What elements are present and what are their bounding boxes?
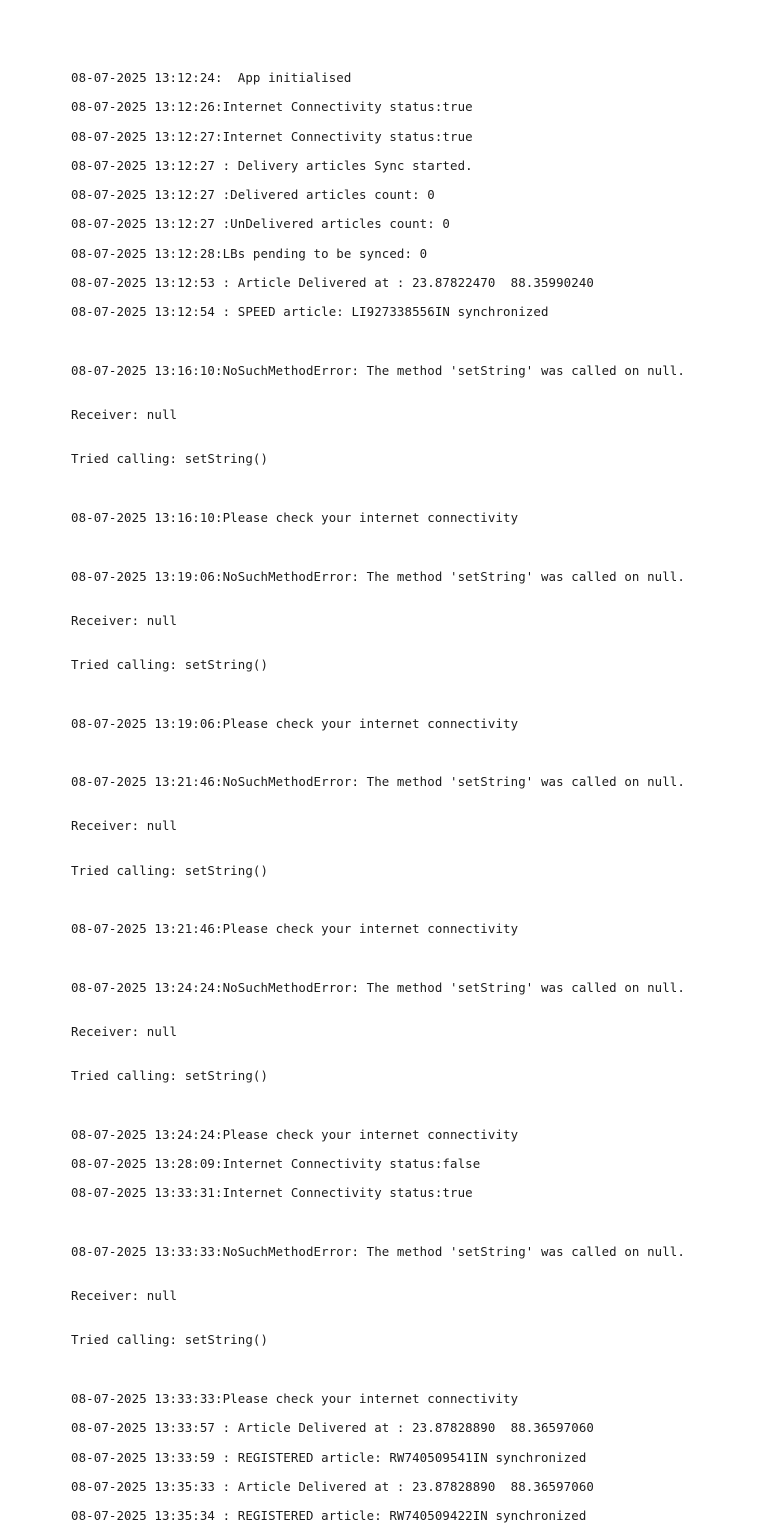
log-line: 08-07-2025 13:28:09:Internet Connectivity status:false: [71, 1156, 481, 1172]
log-entry: [71, 1421, 751, 1436]
log-line: 08-07-2025 13:21:46:NoSuchMethodError: The method 'setString' was called on null.: [71, 774, 685, 790]
log-entry: [71, 276, 751, 291]
log-entry: [71, 1451, 751, 1466]
log-line: 08-07-2025 13:24:24:Please check your internet connectivity: [71, 1126, 519, 1142]
log-entry: [71, 1157, 751, 1172]
log-entry: [71, 217, 751, 232]
log-line: 08-07-2025 13:21:46:Please check your internet connectivity: [71, 921, 519, 937]
log-line: Receiver: null: [71, 818, 178, 834]
log-line: Receiver: null: [71, 1288, 178, 1304]
log-line: 08-07-2025 13:33:31:Internet Connectivity status:true: [71, 1185, 473, 1201]
log-line: 08-07-2025 13:33:59 : REGISTERED article: RW740509541IN synchronized: [71, 1449, 587, 1465]
log-line: 08-07-2025 13:12:26:Internet Connectivity status:true: [71, 99, 473, 115]
log-entry: [71, 922, 751, 937]
log-entry: [71, 247, 751, 262]
log-line: 08-07-2025 13:19:06:NoSuchMethodError: The method 'setString' was called on null.: [71, 568, 685, 584]
log-entry: [71, 159, 751, 174]
log-entry: [71, 1186, 751, 1201]
log-line: 08-07-2025 13:33:57 : Article Delivered at : 23.87828890 88.36597060: [71, 1420, 595, 1436]
log-line: Receiver: null: [71, 407, 178, 423]
log-line: Tried calling: setString(): [71, 451, 269, 467]
log-line: 08-07-2025 13:33:33:Please check your internet connectivity: [71, 1391, 519, 1407]
log-document: [71, 71, 751, 1539]
log-entry: [71, 100, 751, 115]
log-line: 08-07-2025 13:12:27:Internet Connectivity status:true: [71, 128, 473, 144]
log-entry: [71, 71, 751, 86]
log-line: 08-07-2025 13:35:33 : Article Delivered at : 23.87828890 88.36597060: [71, 1478, 595, 1494]
log-line: 08-07-2025 13:24:24:NoSuchMethodError: The method 'setString' was called on null.: [71, 979, 685, 995]
log-line: 08-07-2025 13:12:24: App initialised: [71, 70, 352, 85]
log-line: 08-07-2025 13:16:10:Please check your internet connectivity: [71, 510, 519, 525]
log-line: 08-07-2025 13:12:27 :Delivered articles count: 0: [71, 187, 435, 203]
log-line: Tried calling: setString(): [71, 1332, 269, 1348]
log-entry: [71, 188, 751, 203]
log-entry: [71, 130, 751, 145]
log-line: 08-07-2025 13:19:06:Please check your internet connectivity: [71, 715, 519, 731]
log-entry-error: [71, 540, 751, 702]
log-entry-error: [71, 746, 751, 908]
log-line: Receiver: null: [71, 612, 178, 628]
log-entry: [71, 1392, 751, 1407]
log-entry-error: [71, 952, 751, 1114]
log-entry: [71, 1480, 751, 1495]
log-entry: [71, 511, 751, 526]
log-entry: [71, 305, 751, 320]
log-entry: [71, 1509, 751, 1524]
log-line: 08-07-2025 13:12:28:LBs pending to be synced: 0: [71, 245, 428, 261]
log-line: 08-07-2025 13:12:27 :UnDelivered articles count: 0: [71, 216, 450, 232]
log-line: Tried calling: setString(): [71, 862, 269, 878]
log-line: Receiver: null: [71, 1024, 178, 1040]
log-line: 08-07-2025 13:16:10:NoSuchMethodError: The method 'setString' was called on null.: [71, 363, 685, 379]
log-entry-error: [71, 335, 751, 497]
log-line: 08-07-2025 13:33:33:NoSuchMethodError: The method 'setString' was called on null.: [71, 1244, 685, 1260]
log-line: Tried calling: setString(): [71, 1068, 269, 1084]
log-entry-error: [71, 1216, 751, 1378]
log-line: 08-07-2025 13:12:27 : Delivery articles Sync started.: [71, 157, 473, 173]
log-entry: [71, 717, 751, 732]
log-line: Tried calling: setString(): [71, 656, 269, 672]
log-line: 08-07-2025 13:12:54 : SPEED article: LI927338556IN synchronized: [71, 304, 549, 320]
log-line: 08-07-2025 13:12:53 : Article Delivered at : 23.87822470 88.35990240: [71, 275, 595, 291]
log-line: 08-07-2025 13:35:34 : REGISTERED article: RW740509422IN synchronized: [71, 1508, 587, 1524]
log-entry: [71, 1128, 751, 1143]
